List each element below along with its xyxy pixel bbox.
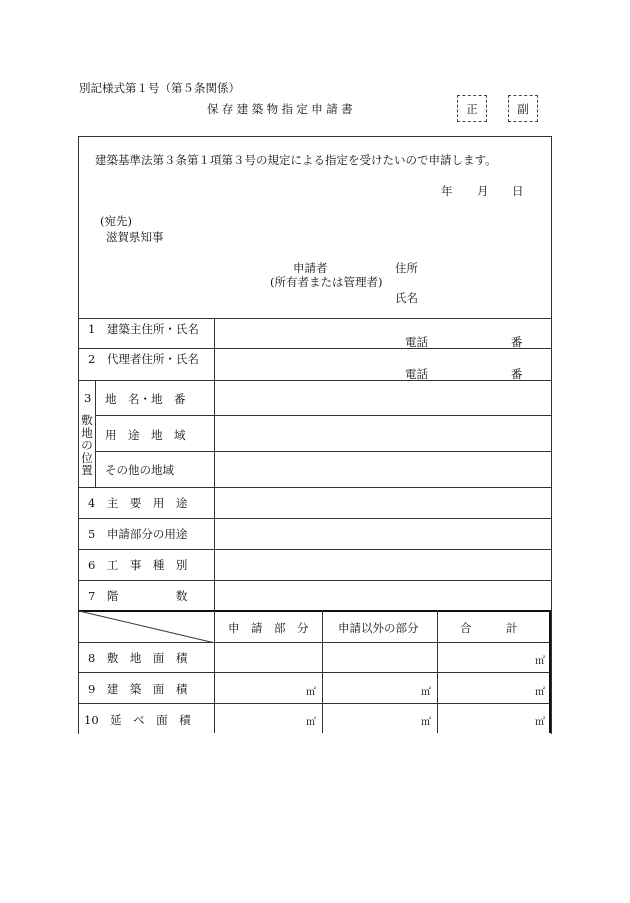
area-table-right-rule <box>549 610 551 733</box>
applicant-label: 申請者 <box>293 261 328 275</box>
rule-intro-bottom <box>79 318 551 319</box>
row9-applied-unit: ㎡ <box>306 687 316 698</box>
row3-number: 3 <box>84 391 92 405</box>
row4-main-use-label: 4 主 要 用 途 <box>88 496 188 510</box>
row2-phone-unit: 番 <box>511 367 523 381</box>
row8-site-area-label: 8 敷 地 面 積 <box>88 651 188 665</box>
row10-other-unit: ㎡ <box>421 717 431 728</box>
row10-total-unit: ㎡ <box>535 717 545 728</box>
date-month-label: 月 <box>477 184 489 198</box>
rule-row2-bottom <box>79 380 551 381</box>
site-location-group-label: 敷 地 の 位 置 <box>81 413 93 477</box>
applicant-name-label: 氏名 <box>395 291 418 305</box>
original-copy-mark: 正 <box>457 95 487 122</box>
row3a-parcel-label: 地 名・地 番 <box>105 392 186 406</box>
document-title: 保存建築物指定申請書 <box>207 102 356 116</box>
rule-row8-bottom <box>79 672 551 673</box>
applicant-address-label: 住所 <box>395 261 418 275</box>
application-statement: 建築基準法第３条第１項第３号の規定による指定を受けたいので申請します。 <box>95 153 497 167</box>
site-group-divider <box>95 380 96 487</box>
rule-row3-bottom <box>79 487 551 488</box>
rule-row4-bottom <box>79 518 551 519</box>
row3c-other-area-label: その他の地域 <box>105 463 174 477</box>
row2-agent-label: 2 代理者住所・氏名 <box>88 352 199 366</box>
col-total-header: 合 計 <box>460 621 518 635</box>
row9-other-unit: ㎡ <box>421 687 431 698</box>
date-year-label: 年 <box>441 184 453 198</box>
form-identifier: 別記様式第１号（第５条関係） <box>79 81 240 95</box>
row1-phone-unit: 番 <box>511 335 523 349</box>
applied-column-divider <box>322 610 323 733</box>
other-column-divider <box>437 610 438 733</box>
col-other-header: 申請以外の部分 <box>338 621 419 635</box>
row2-phone-label: 電話 <box>405 367 428 381</box>
row6-work-type-label: 6 工 事 種 別 <box>88 558 188 572</box>
rule-row9-bottom <box>79 703 551 704</box>
row10-applied-unit: ㎡ <box>306 717 316 728</box>
rule-row6-bottom <box>79 580 551 581</box>
rule-row5-bottom <box>79 549 551 550</box>
duplicate-copy-mark: 副 <box>508 95 538 122</box>
row7-floors-label: 7 階 数 <box>88 589 188 603</box>
row9-total-unit: ㎡ <box>535 687 545 698</box>
label-column-divider <box>214 318 215 733</box>
row3b-zoning-label: 用 途 地 域 <box>105 428 186 442</box>
row8-total-unit: ㎡ <box>535 656 545 667</box>
rule-row1-bottom <box>79 348 551 349</box>
row1-owner-label: 1 建築主住所・氏名 <box>88 322 199 336</box>
rule-header-bottom <box>215 642 551 643</box>
date-day-label: 日 <box>512 184 524 198</box>
rule-row3a-bottom <box>95 415 551 416</box>
row10-floor-area-label: 10 延 べ 面 積 <box>84 713 191 727</box>
row9-building-area-label: 9 建 築 面 積 <box>88 682 188 696</box>
rule-row3b-bottom <box>95 451 551 452</box>
row1-phone-label: 電話 <box>405 335 428 349</box>
row5-applied-use-label: 5 申請部分の用途 <box>88 527 188 541</box>
addressee-label: (宛先) <box>100 214 132 228</box>
col-applied-header: 申 請 部 分 <box>228 621 309 635</box>
diagonal-header-cell <box>79 611 215 643</box>
applicant-note: (所有者または管理者) <box>270 275 383 289</box>
addressee-name: 滋賀県知事 <box>106 230 164 244</box>
